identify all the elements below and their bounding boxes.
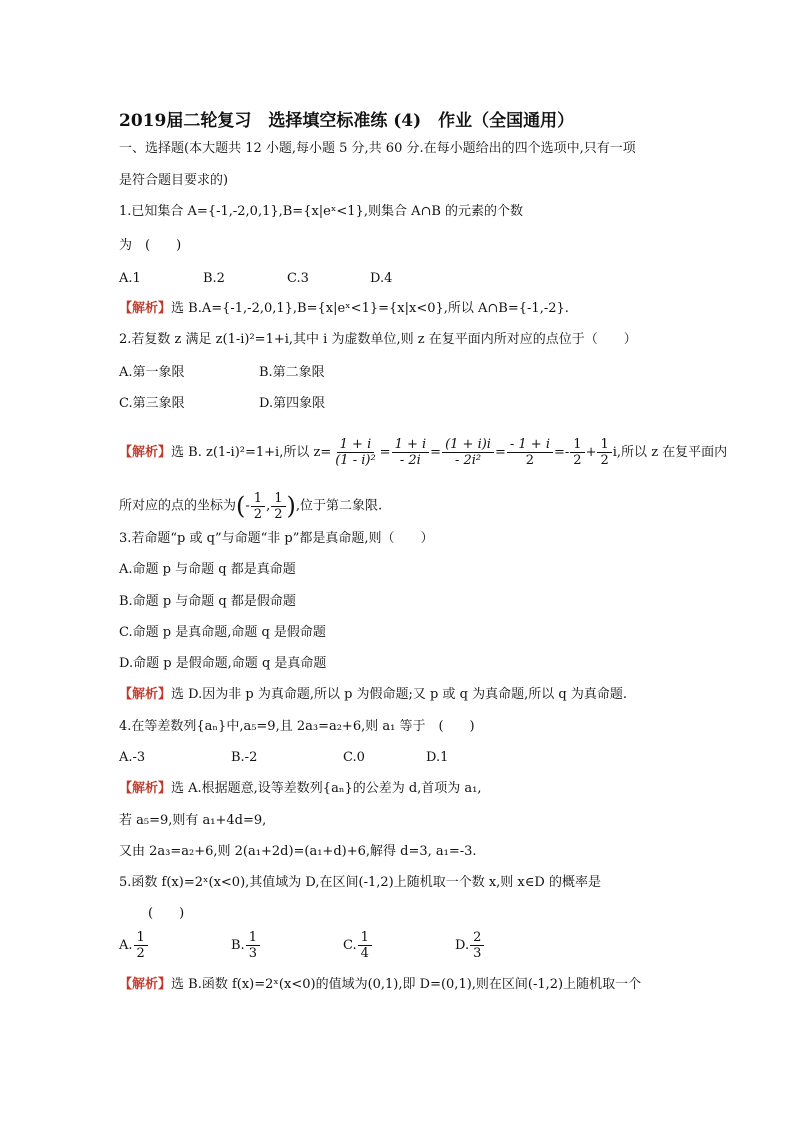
- q5-option-b: B. $\frac{1}{3}$: [231, 930, 261, 961]
- q3-option-b: B.命题 p 与命题 q 都是假命题: [119, 594, 296, 609]
- q2-analysis: 【解析】选 B. z(1-i)²=1+i,所以 z= $\frac{1 + i}{\text{(1 - i)²}}$ = $\frac{1 + i}{- 2i}$ = $\frac{(1 + i)i}{\text{- 2i²}}$ = $\frac{- 1 + i}{2}$ =- $\frac{1}{2}$ + $\frac{1}{2}$ i,所以 z 在复平面内: [119, 437, 728, 468]
- q3-analysis: [119, 686, 627, 704]
- fraction: $\frac{(1 + i)i}{\text{- 2i²}}$: [442, 437, 494, 468]
- fraction: $\frac{1}{2}$: [597, 437, 611, 468]
- q1-option-b: B.2: [203, 271, 225, 286]
- fraction: $\frac{1}{4}$: [358, 930, 372, 961]
- analysis-tag: 【解析】: [119, 781, 172, 796]
- fraction: $\frac{1}{3}$: [246, 930, 260, 961]
- fraction: $\frac{1}{2}$: [271, 491, 285, 522]
- q4-analysis-text: 选 A.根据题意,设等差数列{aₙ}的公差为 d,首项为 a₁,: [171, 781, 482, 796]
- q2-option-d: D.第四象限: [259, 396, 326, 411]
- q2-analysis-line2: 所对应的点的坐标为(- $\frac{1}{2}$ , $\frac{1}{2}$ ),位于第二象限.: [119, 490, 383, 522]
- q2-line2-suffix: ,位于第二象限.: [295, 498, 383, 514]
- q3-analysis-text: 选 D.因为非 p 为真命题,所以 p 为假命题;又 p 或 q 为真命题,所以 q 为真命题.: [171, 687, 627, 702]
- q4-stem: 4.在等差数列{aₙ}中,a₅=9,且 2a₃=a₂+6,则 a₁ 等于 ( ): [119, 719, 475, 734]
- q1-stem-cont: 为 ( ): [119, 238, 182, 253]
- analysis-tag: 【解析】: [119, 301, 172, 316]
- q2-option-a: A.第一象限: [119, 365, 185, 380]
- q5-option-c: C. $\frac{1}{4}$: [343, 930, 373, 961]
- q4-analysis-line2: 若 a₅=9,则有 a₁+4d=9,: [119, 813, 267, 828]
- section-header-line1: 一、选择题(本大题共 12 小题,每小题 5 分,共 60 分.在每小题给出的四个选项中,只有一项: [119, 141, 636, 156]
- q3-stem: 3.若命题“p 或 q”与命题“非 p”都是真命题,则（ ）: [119, 531, 434, 546]
- q1-option-a: A.1: [119, 271, 141, 286]
- q5-stem-cont: ( ): [148, 906, 185, 921]
- q5-analysis: [119, 976, 641, 994]
- q2-line2-prefix: 所对应的点的坐标为: [119, 498, 237, 514]
- page-title: 2019届二轮复习 选择填空标准练 (4) 作业（全国通用）: [119, 111, 575, 131]
- fraction: $\frac{1}{2}$: [134, 930, 148, 961]
- fraction: $\frac{2}{3}$: [470, 930, 484, 961]
- q4-option-c: C.0: [343, 750, 365, 765]
- q4-analysis-line3: 又由 2a₃=a₂+6,则 2(a₁+2d)=(a₁+d)+6,解得 d=3, a₁=-3.: [119, 844, 477, 859]
- q3-option-c: C.命题 p 是真命题,命题 q 是假命题: [119, 625, 326, 640]
- analysis-tag: 【解析】: [119, 445, 172, 460]
- q2-analysis-prefix: 选 B. z(1-i)²=1+i,所以 z=: [171, 445, 332, 460]
- fraction: $\frac{1}{2}$: [251, 491, 265, 522]
- q4-analysis: [119, 780, 482, 798]
- q1-analysis-text: 选 B.A={-1,-2,0,1},B={x|eˣ<1}={x|x<0},所以 A∩B={-1,-2}.: [171, 301, 569, 316]
- q4-option-b: B.-2: [231, 750, 258, 765]
- q2-stem: 2.若复数 z 满足 z(1-i)²=1+i,其中 i 为虚数单位,则 z 在复平面内所对应的点位于（ ）: [119, 332, 637, 347]
- q2-option-c: C.第三象限: [119, 396, 185, 411]
- q2-analysis-suffix: i,所以 z 在复平面内: [612, 445, 728, 460]
- fraction: $\frac{1 + i}{\text{(1 - i)²}}$: [335, 437, 376, 468]
- fraction: $\frac{1}{2}$: [570, 437, 584, 468]
- q5-analysis-text: 选 B.函数 f(x)=2ˣ(x<0)的值域为(0,1),即 D=(0,1),则在区间(-1,2)上随机取一个: [171, 977, 642, 992]
- fraction: $\frac{1 + i}{- 2i}$: [392, 437, 430, 468]
- q3-option-a: A.命题 p 与命题 q 都是真命题: [119, 562, 296, 577]
- analysis-tag: 【解析】: [119, 977, 172, 992]
- q5-option-a: A. $\frac{1}{2}$: [119, 930, 149, 961]
- q1-option-c: C.3: [287, 271, 309, 286]
- q4-option-d: D.1: [426, 750, 449, 765]
- q1-analysis: [119, 300, 569, 318]
- q5-option-d: D. $\frac{2}{3}$: [455, 930, 485, 961]
- q1-option-d: D.4: [370, 271, 393, 286]
- section-header-line2: 是符合题目要求的): [119, 173, 229, 188]
- q3-option-d: D.命题 p 是假命题,命题 q 是真命题: [119, 656, 327, 671]
- fraction: $\frac{- 1 + i}{2}$: [507, 437, 553, 468]
- q5-stem: 5.函数 f(x)=2ˣ(x<0),其值域为 D,在区间(-1,2)上随机取一个数 x,则 x∈D 的概率是: [119, 875, 601, 890]
- q1-stem: 1.已知集合 A={-1,-2,0,1},B={x|eˣ<1},则集合 A∩B 的元素的个数: [119, 204, 524, 219]
- analysis-tag: 【解析】: [119, 687, 172, 702]
- q4-option-a: A.-3: [119, 750, 146, 765]
- q2-option-b: B.第二象限: [259, 365, 325, 380]
